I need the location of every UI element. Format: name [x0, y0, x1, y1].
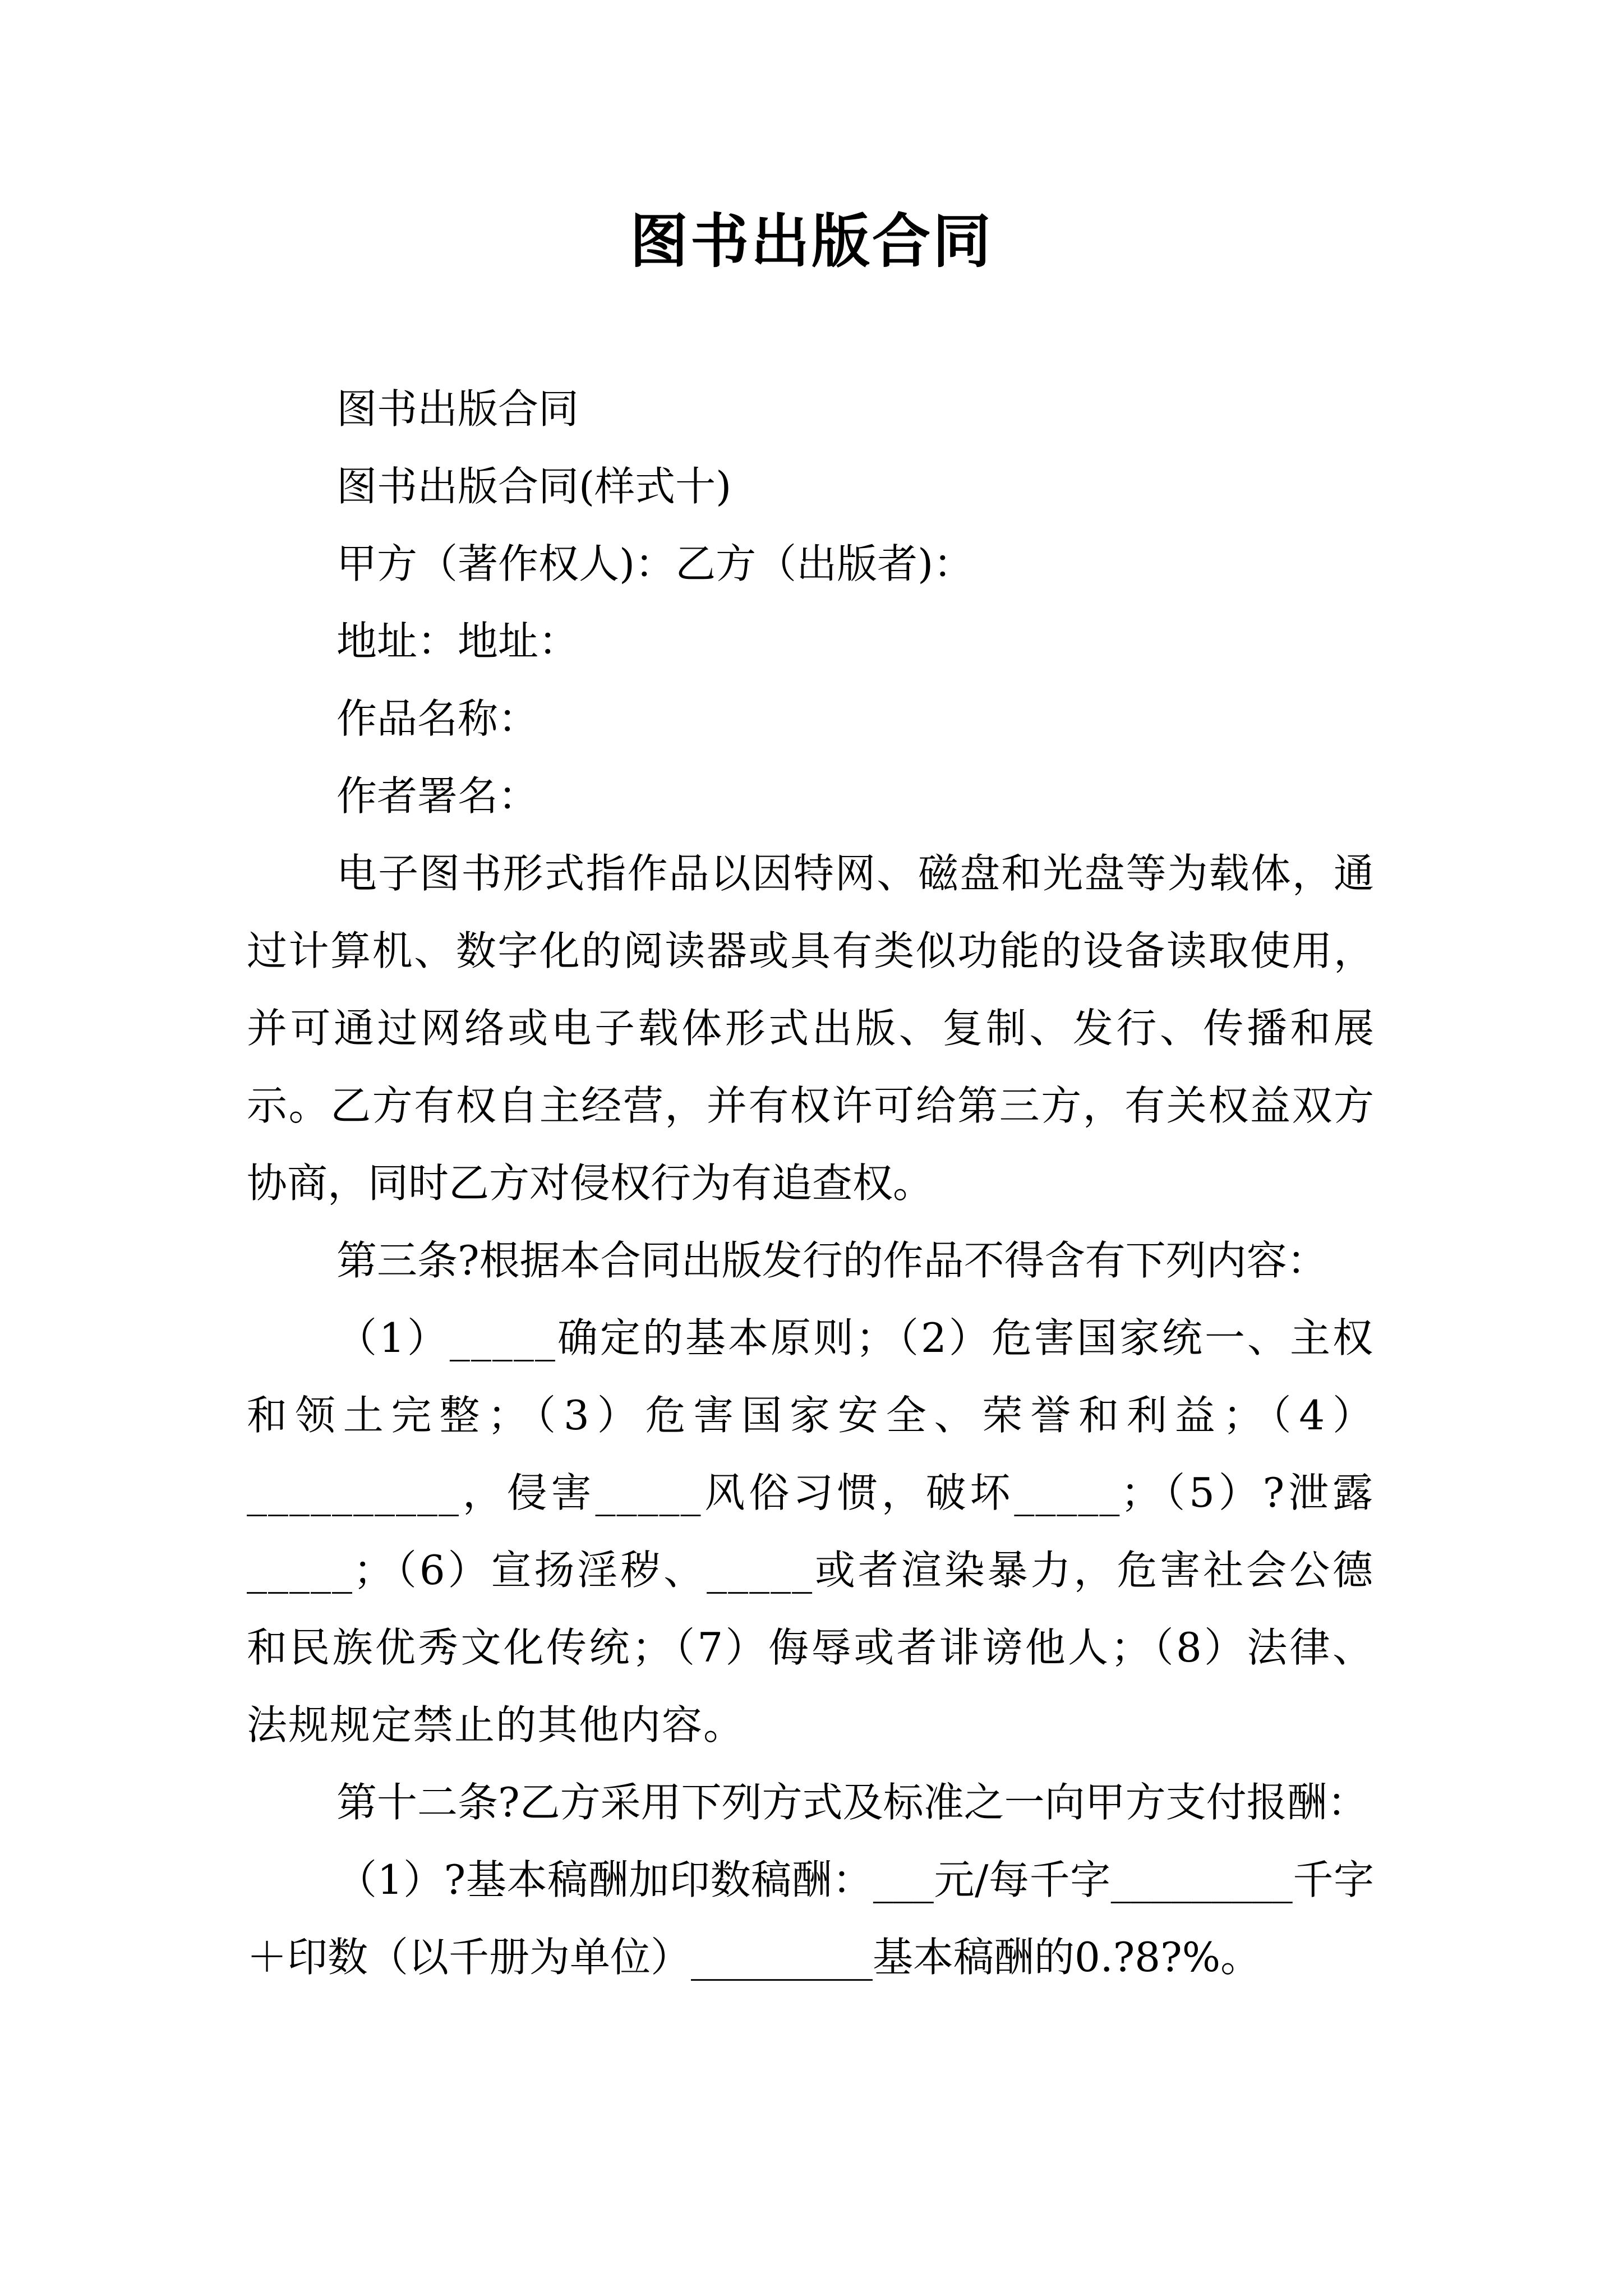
paragraph-addresses: 地址：地址：: [336, 618, 579, 665]
paragraph-royalty-method-1: （1）?基本稿酬加印数稿酬：___元/每千字_________千字＋印数（以千册为单位）_________基本稿酬的0.?8?%。: [247, 1856, 1374, 1981]
paragraph-ebook-definition: 电子图书形式指作品以因特网、磁盘和光盘等为载体，通过计算机、数字化的阅读器或具有类似功能的设备读取使用，并可通过网络或电子载体形式出版、复制、发行、传播和展示。乙方有权自主经营，并有权许可给第三方，有关权益双方协商，同时乙方对侵权行为有追查权。: [247, 850, 1374, 1207]
document-body: [247, 370, 1374, 1996]
paragraph-work-name: 作品名称：: [336, 695, 539, 742]
paragraph-sample-title: 图书出版合同(样式十): [336, 463, 732, 510]
paragraph-prohibited-content: （1）_____确定的基本原则；（2）危害国家统一、主权和领土完整；（3）危害国家安全、荣誉和利益；（4）__________，侵害_____风俗习惯，破坏_____；（5）?泄露_____；（6）宣扬淫秽、_____或者渲染暴力，危害社会公德和民族优秀文化传统；（7）侮辱或者诽谤他人；（8）法律、法规规定禁止的其他内容。: [247, 1314, 1374, 1749]
paragraph-author-signature: 作者署名：: [336, 772, 539, 820]
paragraph-article-12: 第十二条?乙方采用下列方式及标准之一向甲方支付报酬：: [336, 1779, 1368, 1826]
paragraph-article-3: 第三条?根据本合同出版发行的作品不得含有下列内容：: [336, 1237, 1327, 1284]
paragraph-heading: 图书出版合同: [336, 385, 579, 432]
paragraph-parties: 甲方（著作权人)：乙方（出版者)：: [336, 540, 974, 587]
document-title: 图书出版合同: [629, 206, 993, 275]
